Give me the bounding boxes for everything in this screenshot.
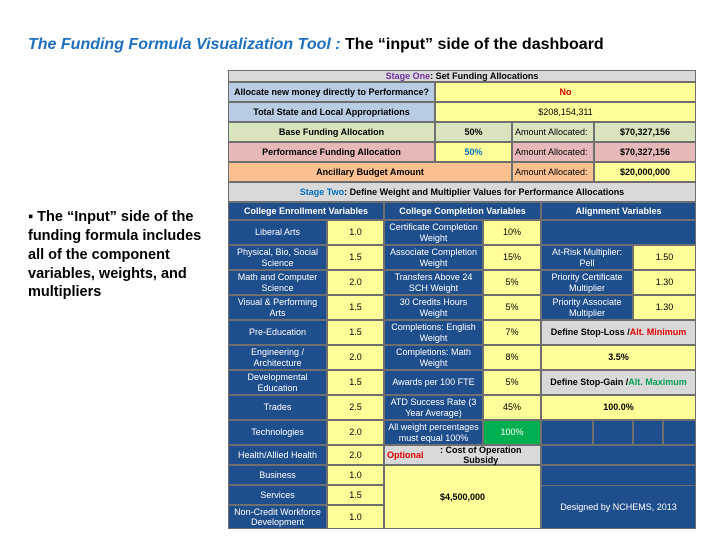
completion-weight[interactable]: 8% — [483, 345, 541, 370]
completion-header: College Completion Variables — [384, 202, 541, 220]
enrollment-weight[interactable]: 2.0 — [327, 445, 384, 465]
enrollment-name: Non-Credit Workforce Development — [228, 505, 327, 529]
stage-two-label: Stage Two — [299, 186, 345, 197]
base-funding-label: Base Funding Allocation — [228, 122, 435, 142]
stop-gain-alt: Alt. Maximum — [628, 377, 687, 388]
completion-name: Completions: Math Weight — [384, 345, 483, 370]
enrollment-weight[interactable]: 1.5 — [327, 245, 384, 270]
completion-total-label: All weight percentages must equal 100% — [384, 420, 483, 445]
slide-title-rest: The “input” side of the dashboard — [345, 36, 604, 53]
completion-weight[interactable]: 10% — [483, 220, 541, 245]
stop-loss-label — [541, 320, 696, 345]
performance-amount-label: Amount Allocated: — [512, 142, 594, 162]
completion-name: Certificate Completion Weight — [384, 220, 483, 245]
enrollment-weight[interactable]: 1.5 — [327, 370, 384, 395]
enrollment-header: College Enrollment Variables — [228, 202, 384, 220]
completion-name: Completions: English Weight — [384, 320, 483, 345]
optional-subsidy-value[interactable]: $4,500,000 — [384, 465, 541, 529]
bullet-text: ▪ The “Input” side of the funding formula includes all of the component variables, weights, and multipliers — [28, 209, 202, 301]
completion-weight[interactable]: 15% — [483, 245, 541, 270]
base-amount-label: Amount Allocated: — [512, 122, 594, 142]
completion-weight[interactable]: 5% — [483, 270, 541, 295]
optional-subsidy-header — [384, 445, 541, 465]
appropriations-value[interactable]: $208,154,311 — [435, 102, 696, 122]
allocate-answer[interactable]: No — [435, 82, 696, 102]
allocate-question: Allocate new money directly to Performance? — [228, 82, 435, 102]
ancillary-label: Ancillary Budget Amount — [228, 162, 512, 182]
alignment-name: At-Risk Multiplier: Pell — [541, 245, 633, 270]
grid-cell — [541, 445, 696, 465]
alignment-name: Priority Certificate Multiplier — [541, 270, 633, 295]
alignment-multiplier[interactable]: 1.30 — [633, 270, 696, 295]
completion-name: Transfers Above 24 SCH Weight — [384, 270, 483, 295]
appropriations-label: Total State and Local Appropriations — [228, 102, 435, 122]
completion-name: ATD Success Rate (3 Year Average) — [384, 395, 483, 420]
enrollment-name: Engineering / Architecture — [228, 345, 327, 370]
enrollment-weight[interactable]: 1.0 — [327, 505, 384, 529]
enrollment-weight[interactable]: 1.5 — [327, 485, 384, 505]
completion-weight[interactable]: 5% — [483, 295, 541, 320]
alignment-multiplier[interactable]: 1.30 — [633, 295, 696, 320]
base-amount-value: $70,327,156 — [594, 122, 696, 142]
enrollment-weight[interactable]: 2.5 — [327, 395, 384, 420]
optional-label: Optional — [387, 449, 424, 460]
stage-one-label: Stage One — [385, 70, 431, 81]
enrollment-name: Trades — [228, 395, 327, 420]
enrollment-weight[interactable]: 2.0 — [327, 270, 384, 295]
enrollment-weight[interactable]: 2.0 — [327, 420, 384, 445]
grid-cell — [663, 420, 696, 445]
stop-loss-value[interactable]: 3.5% — [541, 345, 696, 370]
enrollment-name: Business — [228, 465, 327, 485]
completion-name: 30 Credits Hours Weight — [384, 295, 483, 320]
optional-text: : Cost of Operation Subsidy — [440, 444, 522, 465]
ancillary-amount-value[interactable]: $20,000,000 — [594, 162, 696, 182]
enrollment-weight[interactable]: 1.0 — [327, 220, 384, 245]
slide-title — [28, 36, 604, 54]
completion-weight[interactable]: 7% — [483, 320, 541, 345]
alignment-multiplier[interactable]: 1.50 — [633, 245, 696, 270]
grid-cell — [593, 420, 633, 445]
stop-gain-text: Define Stop-Gain / — [550, 377, 629, 388]
stage-one-text: : Set Funding Allocations — [430, 70, 539, 81]
stage-two-header — [228, 182, 696, 202]
alignment-name: Priority Associate Multiplier — [541, 295, 633, 320]
enrollment-weight[interactable]: 1.0 — [327, 465, 384, 485]
completion-name: Associate Completion Weight — [384, 245, 483, 270]
stop-loss-text: Define Stop-Loss / — [550, 327, 630, 338]
stop-gain-value[interactable]: 100.0% — [541, 395, 696, 420]
slide-title-lead: The Funding Formula Visualization Tool : — [28, 36, 341, 53]
stop-gain-label — [541, 370, 696, 395]
credit-text: Designed by NCHEMS, 2013 — [541, 485, 696, 529]
base-funding-percent[interactable]: 50% — [435, 122, 512, 142]
performance-funding-label: Performance Funding Allocation — [228, 142, 435, 162]
enrollment-weight[interactable]: 1.5 — [327, 295, 384, 320]
ancillary-amount-label: Amount Allocated: — [512, 162, 594, 182]
completion-weight[interactable]: 5% — [483, 370, 541, 395]
enrollment-name: Health/Allied Health — [228, 445, 327, 465]
performance-funding-percent[interactable]: 50% — [435, 142, 512, 162]
grid-cell — [633, 420, 663, 445]
enrollment-name: Pre-Education — [228, 320, 327, 345]
performance-amount-value: $70,327,156 — [594, 142, 696, 162]
completion-weight[interactable]: 45% — [483, 395, 541, 420]
enrollment-name: Services — [228, 485, 327, 505]
enrollment-name: Physical, Bio, Social Science — [228, 245, 327, 270]
enrollment-name: Developmental Education — [228, 370, 327, 395]
alignment-blank — [541, 220, 696, 245]
enrollment-name: Visual & Performing Arts — [228, 295, 327, 320]
stop-loss-alt: Alt. Minimum — [629, 327, 687, 338]
enrollment-name: Technologies — [228, 420, 327, 445]
enrollment-weight[interactable]: 1.5 — [327, 320, 384, 345]
funding-spreadsheet — [228, 70, 696, 529]
enrollment-name: Liberal Arts — [228, 220, 327, 245]
grid-cell — [541, 420, 593, 445]
alignment-header: Alignment Variables — [541, 202, 696, 220]
completion-name: Awards per 100 FTE — [384, 370, 483, 395]
stage-one-header — [228, 70, 696, 82]
stage-two-text: : Define Weight and Multiplier Values for Performance Allocations — [344, 186, 625, 197]
enrollment-name: Math and Computer Science — [228, 270, 327, 295]
completion-total-value: 100% — [483, 420, 541, 445]
enrollment-weight[interactable]: 2.0 — [327, 345, 384, 370]
